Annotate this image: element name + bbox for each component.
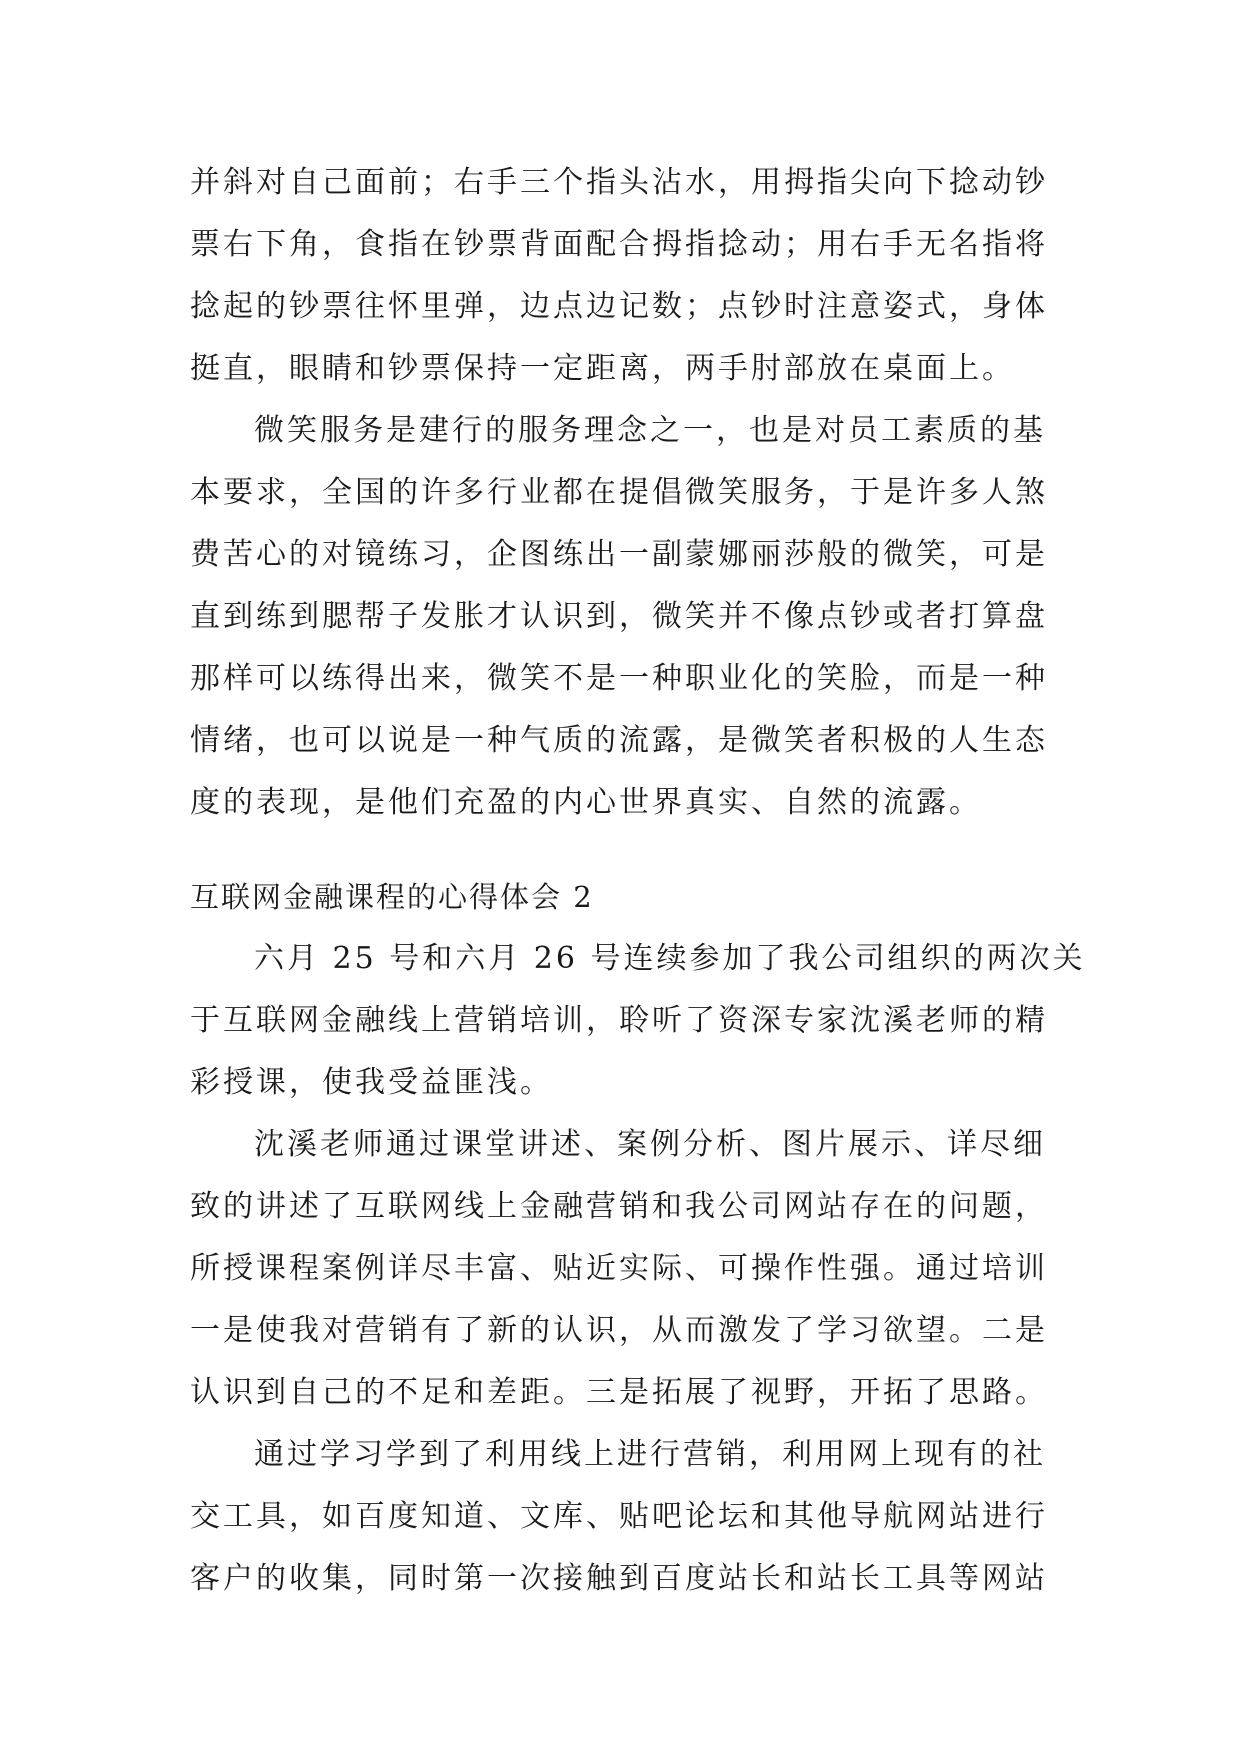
paragraph-smile-service [190,400,1050,834]
text-line: 所授课程案例详尽丰富、贴近实际、可操作性强。通过培训 [190,1251,1048,1286]
text-line: 本要求，全国的许多行业都在提倡微笑服务，于是许多人煞 [190,475,1048,510]
text-line: 情绪，也可以说是一种气质的流露，是微笑者积极的人生态 [190,723,1048,758]
section-gap [190,834,1050,866]
paragraph-learning [190,1424,1050,1610]
text-line: 沈溪老师通过课堂讲述、案例分析、图片展示、详尽细 [254,1127,1046,1162]
document-body [190,152,1086,1610]
text-line: 那样可以练得出来，微笑不是一种职业化的笑脸，而是一种 [190,661,1048,696]
text-line: 于互联网金融线上营销培训，聆听了资深专家沈溪老师的精 [190,1003,1048,1038]
text-line: 票右下角，食指在钞票背面配合拇指捻动；用右手无名指将 [190,227,1048,262]
text-line: 挺直，眼睛和钞票保持一定距离，两手肘部放在桌面上。 [190,351,1015,386]
text-line: 交工具，如百度知道、文库、贴吧论坛和其他导航网站进行 [190,1499,1048,1534]
paragraph-teacher [190,1114,1050,1424]
text-line: 客户的收集，同时第一次接触到百度站长和站长工具等网站 [190,1561,1048,1596]
text-line: 彩授课，使我受益匪浅。 [190,1065,553,1100]
text-line: 费苦心的对镜练习，企图练出一副蒙娜丽莎般的微笑，可是 [190,537,1048,572]
section-title: 互联网金融课程的心得体会 2 [190,880,594,914]
text-line: 并斜对自己面前；右手三个指头沾水，用拇指尖向下捻动钞 [190,165,1048,200]
text-line: 认识到自己的不足和差距。三是拓展了视野，开拓了思路。 [190,1375,1048,1410]
text-line: 微笑服务是建行的服务理念之一，也是对员工素质的基 [254,413,1046,448]
paragraph-continued [190,152,1050,400]
text-line: 六月 25 号和六月 26 号连续参加了我公司组织的两次关 [254,941,1086,976]
text-line: 度的表现，是他们充盈的内心世界真实、自然的流露。 [190,785,982,820]
paragraph-training-intro [190,928,1086,1114]
text-line: 直到练到腮帮子发胀才认识到，微笑并不像点钞或者打算盘 [190,599,1048,634]
text-line: 致的讲述了互联网线上金融营销和我公司网站存在的问题， [190,1189,1048,1224]
text-line: 一是使我对营销有了新的认识，从而激发了学习欲望。二是 [190,1313,1048,1348]
text-line: 通过学习学到了利用线上进行营销，利用网上现有的社 [254,1437,1046,1472]
text-line: 捻起的钞票往怀里弹，边点边记数；点钞时注意姿式，身体 [190,289,1048,324]
